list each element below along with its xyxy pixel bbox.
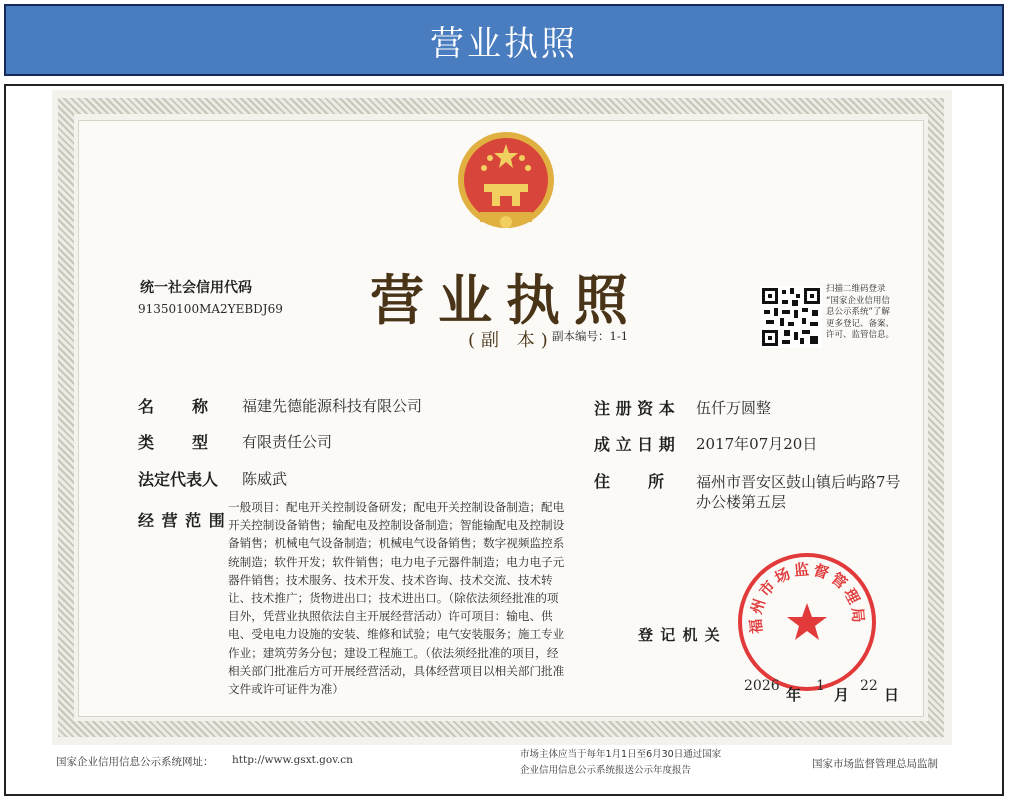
qr-caption-line: “国家企业信用信	[826, 295, 890, 306]
established-date-value: 2017年07月20日	[696, 435, 818, 453]
address-line: 福州市晋安区鼓山镇后屿路7号	[696, 473, 901, 491]
type-value: 有限责任公司	[242, 433, 333, 451]
page-title: 营业执照	[430, 23, 578, 64]
qr-code-icon	[760, 286, 822, 348]
issue-month-unit: 月	[834, 686, 850, 704]
qr-caption-line: 更多登记、备案、	[826, 318, 895, 329]
issue-month: 1	[816, 678, 825, 694]
credit-code-label: 统一社会信用代码	[140, 280, 252, 296]
issue-year: 2026	[744, 678, 780, 694]
footer-website-url[interactable]: http://www.gsxt.gov.cn	[232, 754, 353, 766]
name-label: 名 称	[138, 397, 211, 416]
type-label: 类 型	[138, 433, 211, 452]
credit-code-value: 91350100MA2YEBDJ69	[138, 302, 283, 316]
footer-annual-report-note: 企业信用信息公示系统报送公示年度报告	[520, 765, 692, 776]
copy-number: 副本编号：1-1	[552, 329, 629, 343]
registration-authority-label: 登 记 机 关	[638, 626, 721, 644]
national-emblem-icon	[454, 128, 558, 232]
issue-day: 22	[860, 678, 878, 694]
issue-year-unit: 年	[786, 686, 802, 704]
official-seal	[738, 553, 876, 691]
footer-supervisor: 国家市场监督管理总局监制	[812, 758, 938, 770]
seal-text: 福州市场监督管理局	[746, 560, 868, 635]
copy-label: (副 本)	[468, 330, 554, 351]
qr-caption-line: 许可、监管信息。	[826, 330, 895, 340]
established-date-label: 成 立 日 期	[594, 435, 675, 454]
business-scope: 一般项目：配电开关控制设备研发；配电开关控制设备制造；配电开关控制设备销售；输配电及控制设备制造；智能输配电及控制设备销售；机械电气设备制造；机械电气设备销售；数字视频监控系统制造；软件开发；软件销售；电力电子元器件制造；电力电子元器件销售；技术服务、技术开发、技术咨询、技术交流、技术转让、技术推广；货物进出口；技术进出口。（除依法须经批准的项目外，凭营业执照依法自主开展经营活动）许可项目：输电、供电、受电电力设施的安装、维修和试验；电气安装服务；施工专业作业；建筑劳务分包；建设工程施工。（依法须经批准的项目，经相关部门批准后方可开展经营活动，具体经营项目以相关部门批准文件或许可证件为准）	[228, 500, 565, 697]
certificate-title: 营业执照	[370, 268, 642, 332]
qr-caption-line: 息公示系统”了解	[826, 307, 890, 317]
qr-caption-line: 扫描二维码登录	[826, 284, 886, 294]
legal-rep-label: 法定代表人	[138, 470, 219, 489]
scope-label: 经 营 范 围	[138, 511, 226, 530]
legal-rep-value: 陈威武	[242, 470, 288, 488]
address-line: 办公楼第五层	[696, 493, 787, 511]
capital-label: 注 册 资 本	[594, 399, 675, 418]
seal-star-icon	[787, 603, 827, 640]
address-label: 住 所	[594, 472, 667, 491]
footer-annual-report-note: 市场主体应当于每年1月1日至6月30日通过国家	[520, 749, 722, 760]
qr-caption	[826, 284, 894, 342]
page-header	[4, 4, 1004, 76]
footer-website-label: 国家企业信用信息公示系统网址：	[56, 756, 214, 768]
name-value: 福建先德能源科技有限公司	[242, 397, 423, 415]
issue-day-unit: 日	[884, 686, 900, 704]
capital-value: 伍仟万圆整	[696, 399, 772, 417]
